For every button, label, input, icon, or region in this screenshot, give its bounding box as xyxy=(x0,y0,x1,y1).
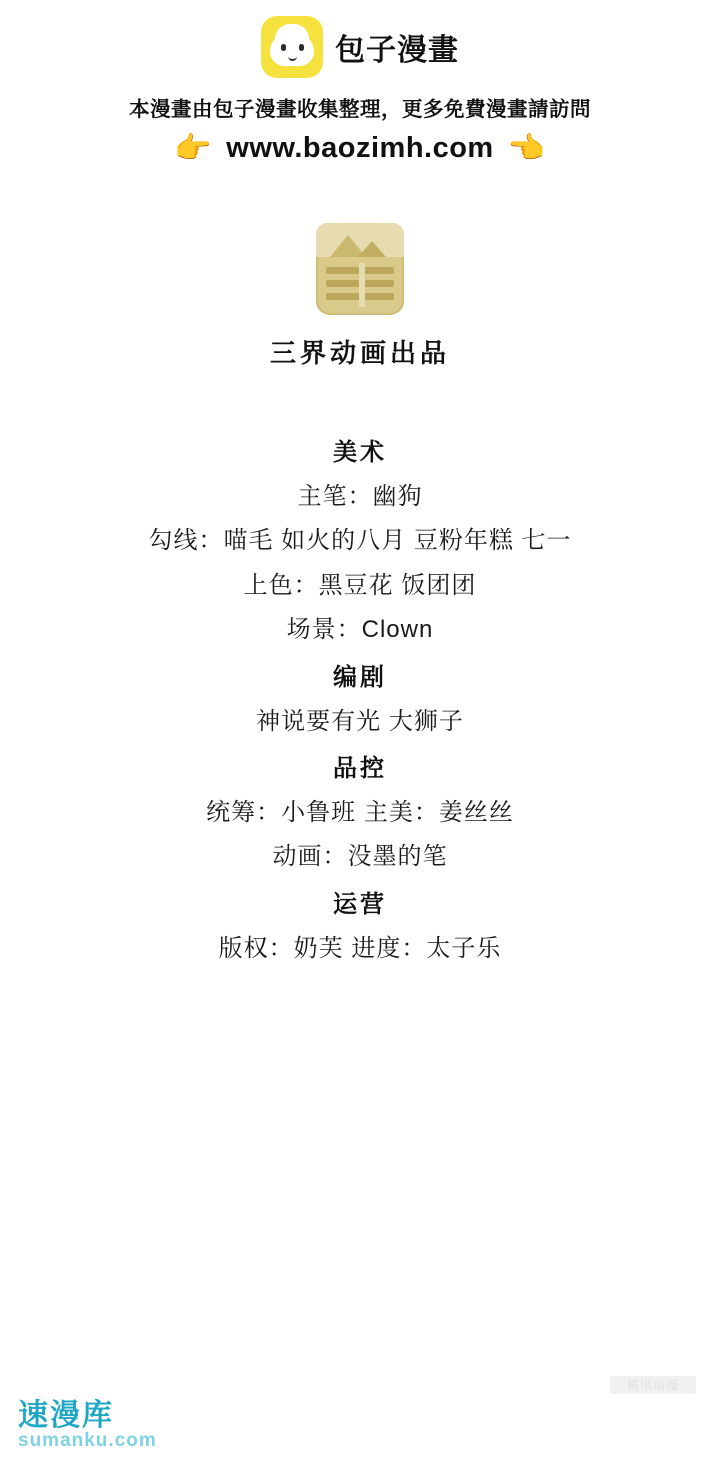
baozi-bun-icon xyxy=(261,16,323,78)
watermark-brand-name: 速漫库 xyxy=(18,1398,114,1432)
credit-line: 上色：黑豆花 饭团团 xyxy=(243,571,477,599)
credit-line: 神说要有光 大狮子 xyxy=(256,707,464,735)
banner-tagline: 本漫畫由包子漫畫收集整理，更多免費漫畫請訪問 xyxy=(129,98,591,121)
credit-section-operations xyxy=(0,884,720,971)
credit-heading: 美术 xyxy=(333,439,387,466)
credit-section-art xyxy=(0,432,720,653)
credits-block xyxy=(0,432,720,971)
credit-line: 场景：Clown xyxy=(286,616,434,644)
banner-logo-row xyxy=(0,16,720,78)
studio-name: 三界动画出品 xyxy=(269,338,450,368)
credit-section-script xyxy=(0,657,720,744)
credit-section-qc xyxy=(0,748,720,880)
pointing-hand-left-icon: 👈 xyxy=(507,131,546,165)
studio-block xyxy=(0,223,720,370)
studio-seal-icon xyxy=(316,223,404,315)
credit-heading: 运营 xyxy=(333,890,387,918)
credit-heading: 品控 xyxy=(333,754,387,782)
credit-line: 版权：奶芙 进度：太子乐 xyxy=(218,934,502,962)
credit-line: 勾线：喵毛 如火的八月 豆粉年糕 七一 xyxy=(148,527,572,555)
site-banner xyxy=(0,0,720,165)
banner-url-row xyxy=(0,132,720,165)
pointing-hand-right-icon: 👉 xyxy=(174,131,213,165)
credit-line: 主笔：幽狗 xyxy=(297,483,423,510)
site-watermark xyxy=(18,1400,157,1452)
banner-url[interactable]: www.baozimh.com xyxy=(226,132,494,164)
watermark-brand-url: sumanku.com xyxy=(18,1430,157,1452)
faint-watermark: 腾讯动漫 xyxy=(610,1376,696,1394)
credit-line: 动画：没墨的笔 xyxy=(272,843,448,871)
site-title: 包子漫畫 xyxy=(335,34,459,67)
credit-line: 统筹：小鲁班 主美：姜丝丝 xyxy=(206,798,514,826)
credit-heading: 编剧 xyxy=(333,663,387,691)
